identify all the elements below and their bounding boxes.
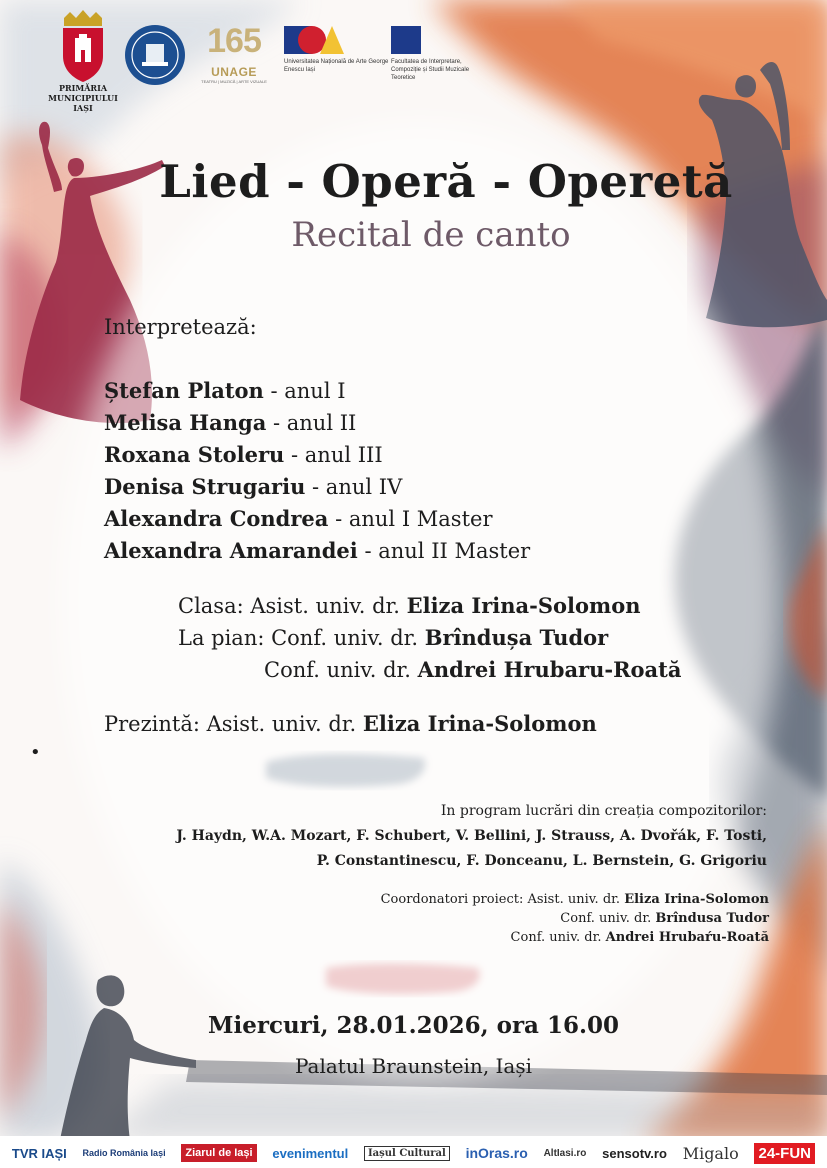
performer-row [104,503,530,535]
event-date: Miercuri, 28.01.2026, ora 16.00 [208,1012,619,1039]
piano-credit-prefix: La pian: Conf. univ. dr. [178,626,425,650]
sponsor-inoras: inOras.ro [465,1145,528,1161]
piano-credit-second-prefix: Conf. univ. dr. [264,658,418,682]
unae-label: Universitatea Națională de Arte George Enescu Iași [284,59,389,73]
primaria-crest-icon [58,6,108,82]
performer-row [104,535,530,567]
performer-row [104,407,530,439]
page-subtitle: Recital de canto [291,215,571,255]
page-title: Lied - Operă - Operetă [159,155,733,208]
performer-year: - anul III [284,443,383,467]
performer-name: Roxana Stoleru [104,442,285,467]
piano-credit-second [178,654,681,686]
piano-credit [178,622,681,654]
unage-number: 165 [207,22,261,60]
class-credit [178,590,681,622]
coordinator-name: Brîndusa Tudor [655,911,769,926]
program-composers-line: J. Haydn, W.A. Mozart, F. Schubert, V. Bellini, J. Strauss, A. Dvořák, F. Tosti, [176,828,767,844]
program-composers-line: P. Constantinescu, F. Donceanu, L. Bernstein, G. Grigoriu [316,853,767,869]
interpreters-label: Interpretează: [104,315,257,339]
performer-name: Denisa Strugariu [104,474,306,499]
coordinator-line [381,909,769,928]
performer-name: Ștefan Platon [104,378,264,403]
class-credit-name: Eliza Irina-Solomon [406,593,641,618]
municipal-museum-seal-icon [124,24,186,86]
program-intro: In program lucrări din creația compozitorilor: [440,803,767,819]
sponsor-altiasi: AltIasi.ro [543,1147,587,1159]
sponsor-24fun: 24-FUN [754,1143,815,1164]
piano-credit-second-name: Andrei Hrubaru-Roată [417,657,682,682]
sponsor-ziar: Ziarul de Iași [181,1144,256,1162]
sponsor-migalo: Migalo [682,1143,739,1163]
presenter-prefix: Prezintă: Asist. univ. dr. [104,712,363,736]
performer-year: - anul IV [305,475,403,499]
unae-logo-icon [284,26,344,54]
sponsor-cultural: Iașul Cultural [364,1146,450,1161]
piano-credit-name: Brîndușa Tudor [424,625,609,650]
performer-year: - anul II Master [357,539,531,563]
coordinator-prefix: Conf. univ. dr. [560,911,656,926]
primaria-label: PRIMĂRIA MUNICIPIULUI IAȘI [48,83,118,113]
performer-name: Alexandra Condrea [104,506,329,531]
unage-label: UNAGE [211,65,257,79]
performer-year: - anul II [266,411,357,435]
performer-name: Melisa Hanga [104,410,267,435]
coordinators-block [381,890,769,947]
coordinator-name: Eliza Irina-Solomon [624,892,769,907]
event-venue: Palatul Braunstein, Iași [294,1054,533,1078]
performer-row [104,375,530,407]
unage-subtitle: TEATRU | MUZICĂ | ARTE VIZUALE [201,79,267,84]
coordinator-line [381,928,769,947]
performer-list [104,375,530,567]
presenter-name: Eliza Irina-Solomon [362,711,597,736]
presenter-credit [104,711,597,736]
coordinator-prefix: Conf. univ. dr. [510,930,606,945]
performer-year: - anul I [263,379,346,403]
performer-year: - anul I Master [328,507,493,531]
sponsor-bar [0,1138,827,1168]
credits-block [178,590,681,686]
sponsor-radio: Radio România Iași [82,1147,166,1158]
coordinator-line [381,890,769,909]
performer-row [104,471,530,503]
performer-name: Alexandra Amarandei [104,538,358,563]
coordinator-name: Andrei Hrubaŕu-Roată [605,930,769,945]
sponsor-tvr: TVR IAȘI [11,1145,67,1161]
bullet-mark: • [30,742,41,763]
faculty-label: Facultatea de Interpretare, Compoziție și Studii Muzicale Teoretice [391,59,470,81]
coordinator-prefix: Coordonatori proiect: Asist. univ. dr. [380,892,625,907]
class-credit-prefix: Clasa: Asist. univ. dr. [178,594,407,618]
performer-row [104,439,530,471]
program-block [176,799,767,874]
faculty-logo-icon [391,26,421,54]
sponsor-senso: sensotv.ro [602,1145,667,1161]
sponsor-evenimentul: evenimentul [272,1145,349,1161]
